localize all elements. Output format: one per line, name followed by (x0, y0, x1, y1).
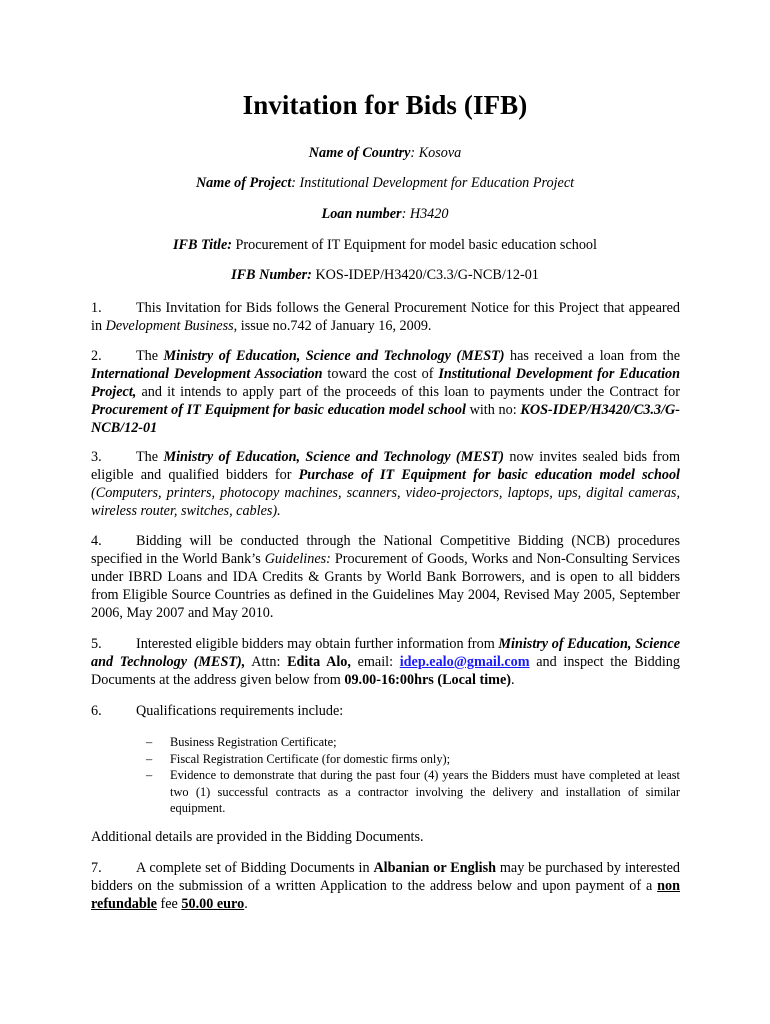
paragraph-text: . (244, 896, 248, 912)
paragraph-text: and it intends to apply part of the proceeds of this loan to payments under the Contract for (136, 384, 680, 400)
loan-value: : H3420 (401, 206, 449, 222)
list-item-text: Fiscal Registration Certificate (for domestic firms only); (170, 751, 451, 766)
paragraph-6 (91, 702, 680, 720)
paragraph-number: 4. (91, 533, 102, 549)
paragraph-text: The (136, 449, 164, 465)
paragraph-text: with no: (465, 402, 521, 418)
paragraph-text: now invites sealed bids from eligible and qualified bidders for (91, 449, 680, 483)
paragraph-text: A complete set of Bidding Documents in (136, 860, 374, 876)
country-label: Name of Country (308, 145, 411, 161)
paragraph-number: 2. (91, 348, 102, 364)
paragraph-text: has received a loan from the (504, 348, 680, 364)
ifb-number-label: IFB Number: (231, 267, 312, 283)
email-link[interactable]: idep.ealo@gmail.com (399, 654, 530, 670)
contract-name: Procurement of IT Equipment for basic education model school (91, 402, 466, 418)
ifb-title-line (0, 237, 770, 254)
paragraph-5 (91, 635, 680, 689)
paragraph-text: This Invitation for Bids follows the General Procurement Notice for this Project that appeared in (91, 300, 680, 334)
paragraph-3 (91, 448, 680, 520)
ifb-title-label: IFB Title: (173, 237, 232, 253)
guidelines-name: Guidelines: (264, 551, 331, 567)
office-hours: 09.00-16:00hrs (Local time) (344, 672, 512, 688)
ministry-name: Ministry of Education, Science and Technology (MEST) (163, 348, 505, 364)
project-name: Institutional Development for Education Project, (91, 366, 681, 400)
paragraph-text: Bidding will be conducted through the National Competitive Bidding (NCB) procedures specified in the World Bank’s (91, 533, 680, 567)
paragraph-text: fee (156, 896, 182, 912)
ministry-name: Ministry of Education, Science and Technology (MEST), (91, 636, 680, 670)
paragraph-number: 7. (91, 860, 102, 876)
ifb-number-value: KOS-IDEP/H3420/C3.3/G-NCB/12-01 (311, 267, 539, 283)
list-item (146, 734, 680, 751)
paragraph-text: . (511, 672, 515, 688)
paragraph-number: 5. (91, 636, 102, 652)
additional-details: Additional details are provided in the Bidding Documents. (91, 829, 424, 845)
paragraph-text: The (136, 348, 164, 364)
publication-name: Development Business (105, 318, 234, 334)
loan-line (0, 206, 770, 223)
country-line (0, 145, 770, 162)
paragraph-4 (91, 532, 680, 622)
dash-bullet: – (146, 751, 153, 766)
paragraph-text: email: (350, 654, 400, 670)
purchase-name: Purchase of IT Equipment for basic education model school (298, 467, 680, 483)
project-value: : Institutional Development for Education Project (291, 175, 575, 191)
requirements-list (146, 734, 680, 817)
ifb-number-line (0, 267, 770, 284)
paragraph-text: toward the cost of (322, 366, 439, 382)
ministry-name: Ministry of Education, Science and Technology (MEST) (163, 449, 504, 465)
ifb-title-value: Procurement of IT Equipment for model basic education school (232, 237, 597, 253)
paragraph-number: 1. (91, 300, 102, 316)
paragraph-number: 6. (91, 703, 102, 719)
contact-name: Edita Alo, (287, 654, 351, 670)
paragraph-text: may be purchased by interested bidders on the submission of a written Application to the address below and upon payment of a (91, 860, 680, 894)
paragraph-number: 3. (91, 449, 102, 465)
paragraph-text: and inspect the Bidding Documents at the address given below from (91, 654, 680, 688)
list-item (146, 767, 680, 817)
paragraph-7 (91, 859, 680, 913)
document-title: Invitation for Bids (IFB) (242, 90, 528, 120)
equipment-list: (Computers, printers, photocopy machines, scanners, video-projectors, laptops, ups, digital cameras, wireless router, switches, cables). (91, 485, 680, 519)
list-item-text: Business Registration Certificate; (170, 735, 337, 749)
loan-label: Loan number (321, 206, 402, 222)
paragraph-text: Qualifications requirements include: (136, 703, 344, 719)
paragraph-text: Procurement of Goods, Works and Non-Consulting Services under IBRD Loans and IDA Credits & Grants by World Bank Borrowers, and is open to all bidders from Eligible Source Countries as defined in the Guidelines May 2004, Revised May 2005, September 2006, May 2007 and May 2010. (91, 551, 680, 621)
list-item (146, 751, 680, 768)
paragraph-2 (91, 347, 680, 437)
contract-number: KOS-IDEP/H3420/C3.3/G-NCB/12-01 (91, 402, 680, 436)
paragraph-1 (91, 299, 680, 335)
country-value: : Kosova (410, 145, 462, 161)
fee-amount: 50.00 euro (181, 896, 245, 912)
paragraph-text: Interested eligible bidders may obtain further information from (136, 636, 499, 652)
list-item-text: Evidence to demonstrate that during the past four (4) years the Bidders must have completed at least two (1) successful contracts as a contractor involving the delivery and installation of similar equipment. (170, 768, 680, 815)
paragraph-text: , issue no.742 of January 16, 2009. (233, 318, 432, 334)
languages: Albanian or English (373, 860, 497, 876)
dash-bullet: – (146, 768, 153, 782)
paragraph-text: Attn: (245, 654, 288, 670)
dash-bullet: – (146, 735, 153, 749)
association-name: International Development Association (91, 366, 323, 382)
non-refundable-label: non refundable (91, 878, 680, 912)
project-line (0, 175, 770, 192)
project-label: Name of Project (195, 175, 292, 191)
